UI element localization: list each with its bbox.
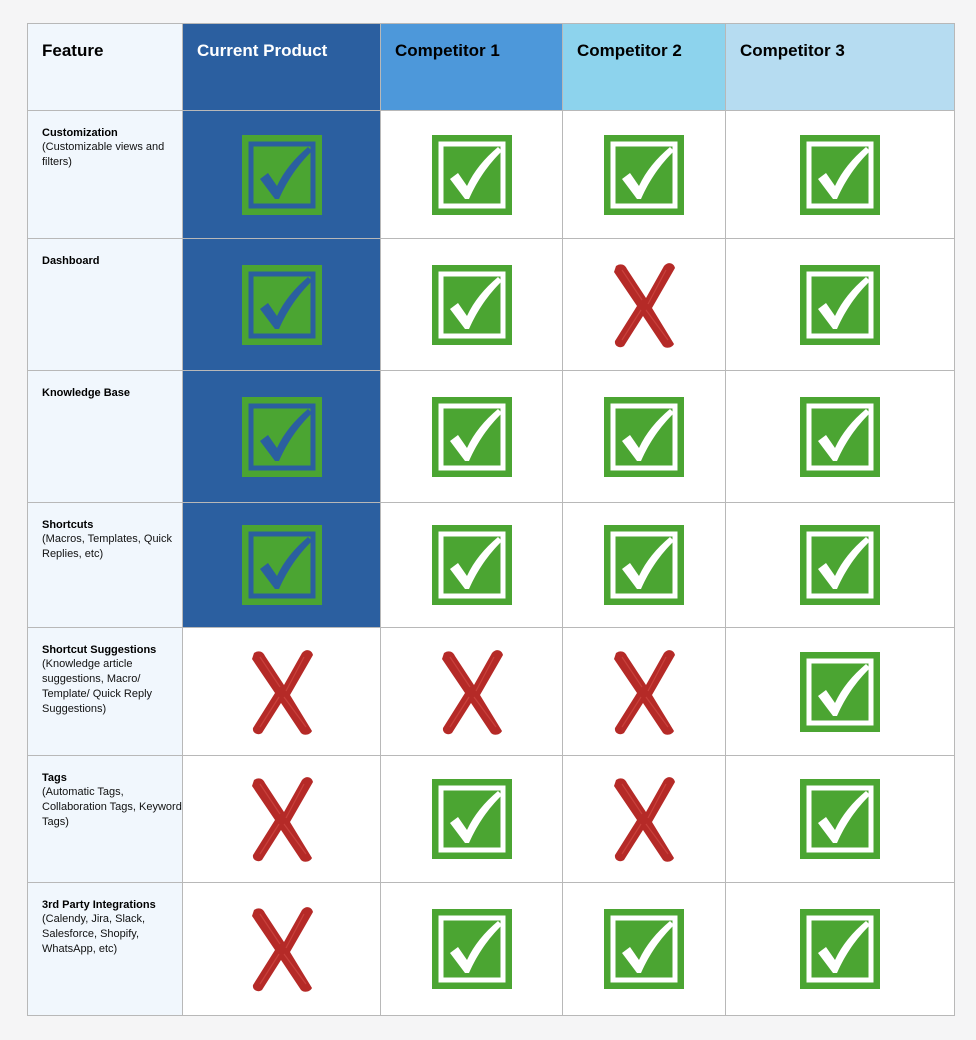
feature-description: (Automatic Tags, Collaboration Tags, Keyword Tags): [42, 786, 182, 828]
feature-name: Shortcuts: [42, 519, 94, 531]
mark-cell-current-product: [183, 239, 381, 371]
mark-cell-competitor-2: [563, 111, 726, 239]
table-row: [28, 503, 955, 628]
feature-description: (Macros, Templates, Quick Replies, etc): [42, 533, 173, 560]
checkmark-icon: [183, 525, 380, 605]
feature-cell: [28, 371, 183, 503]
mark-cell-competitor-1: [381, 111, 563, 239]
feature-name: 3rd Party Integrations: [42, 899, 156, 911]
mark-cell-current-product: [183, 371, 381, 503]
feature-cell: [28, 111, 183, 239]
mark-cell-competitor-3: [726, 503, 955, 628]
checkmark-icon: [726, 525, 954, 605]
mark-cell-competitor-1: [381, 628, 563, 756]
table-row: [28, 756, 955, 883]
checkmark-icon: [381, 779, 562, 859]
cross-icon: [183, 904, 380, 994]
mark-cell-competitor-2: [563, 371, 726, 503]
mark-cell-current-product: [183, 503, 381, 628]
checkmark-icon: [381, 525, 562, 605]
header-competitor-2: Competitor 2: [563, 24, 726, 111]
header-feature: Feature: [28, 24, 183, 111]
feature-name: Customization: [42, 127, 118, 139]
feature-cell: [28, 628, 183, 756]
table-row: [28, 628, 955, 756]
checkmark-icon: [183, 397, 380, 477]
mark-cell-competitor-3: [726, 756, 955, 883]
mark-cell-competitor-1: [381, 883, 563, 1016]
feature-name: Knowledge Base: [42, 387, 131, 399]
mark-cell-current-product: [183, 756, 381, 883]
feature-cell: [28, 503, 183, 628]
table-row: [28, 111, 955, 239]
cross-icon: [183, 647, 380, 737]
checkmark-icon: [563, 397, 725, 477]
table-row: [28, 371, 955, 503]
feature-description: (Calendy, Jira, Slack, Salesforce, Shopify, WhatsApp, etc): [42, 913, 146, 955]
checkmark-icon: [726, 909, 954, 989]
checkmark-icon: [381, 397, 562, 477]
mark-cell-competitor-2: [563, 628, 726, 756]
mark-cell-competitor-2: [563, 239, 726, 371]
feature-name: Shortcut Suggestions: [42, 644, 157, 656]
header-competitor-3: Competitor 3: [726, 24, 955, 111]
table-row: [28, 883, 955, 1016]
checkmark-icon: [563, 525, 725, 605]
checkmark-icon: [726, 779, 954, 859]
cross-icon: [381, 647, 562, 737]
cross-icon: [563, 774, 725, 864]
table-row: [28, 239, 955, 371]
mark-cell-competitor-2: [563, 503, 726, 628]
header-current-product: Current Product: [183, 24, 381, 111]
mark-cell-competitor-3: [726, 239, 955, 371]
mark-cell-competitor-3: [726, 883, 955, 1016]
mark-cell-current-product: [183, 883, 381, 1016]
feature-name: Dashboard: [42, 255, 100, 267]
checkmark-icon: [183, 135, 380, 215]
header-competitor-1: Competitor 1: [381, 24, 563, 111]
mark-cell-current-product: [183, 628, 381, 756]
mark-cell-competitor-1: [381, 756, 563, 883]
mark-cell-competitor-1: [381, 503, 563, 628]
feature-description: (Customizable views and filters): [42, 141, 165, 168]
mark-cell-competitor-3: [726, 111, 955, 239]
feature-name: Tags: [42, 772, 67, 784]
checkmark-icon: [726, 265, 954, 345]
cross-icon: [563, 647, 725, 737]
feature-description: (Knowledge article suggestions, Macro/ Template/ Quick Reply Suggestions): [42, 658, 153, 715]
checkmark-icon: [381, 135, 562, 215]
checkmark-icon: [381, 265, 562, 345]
checkmark-icon: [563, 909, 725, 989]
comparison-table: [27, 23, 955, 1016]
checkmark-icon: [183, 265, 380, 345]
mark-cell-competitor-2: [563, 756, 726, 883]
mark-cell-current-product: [183, 111, 381, 239]
feature-cell: [28, 756, 183, 883]
feature-rows: [28, 111, 955, 1016]
feature-cell: [28, 239, 183, 371]
checkmark-icon: [726, 135, 954, 215]
mark-cell-competitor-1: [381, 371, 563, 503]
feature-cell: [28, 883, 183, 1016]
checkmark-icon: [563, 135, 725, 215]
cross-icon: [183, 774, 380, 864]
mark-cell-competitor-3: [726, 371, 955, 503]
header-row: [28, 24, 955, 111]
checkmark-icon: [726, 397, 954, 477]
checkmark-icon: [381, 909, 562, 989]
mark-cell-competitor-3: [726, 628, 955, 756]
mark-cell-competitor-2: [563, 883, 726, 1016]
mark-cell-competitor-1: [381, 239, 563, 371]
cross-icon: [563, 260, 725, 350]
checkmark-icon: [726, 652, 954, 732]
